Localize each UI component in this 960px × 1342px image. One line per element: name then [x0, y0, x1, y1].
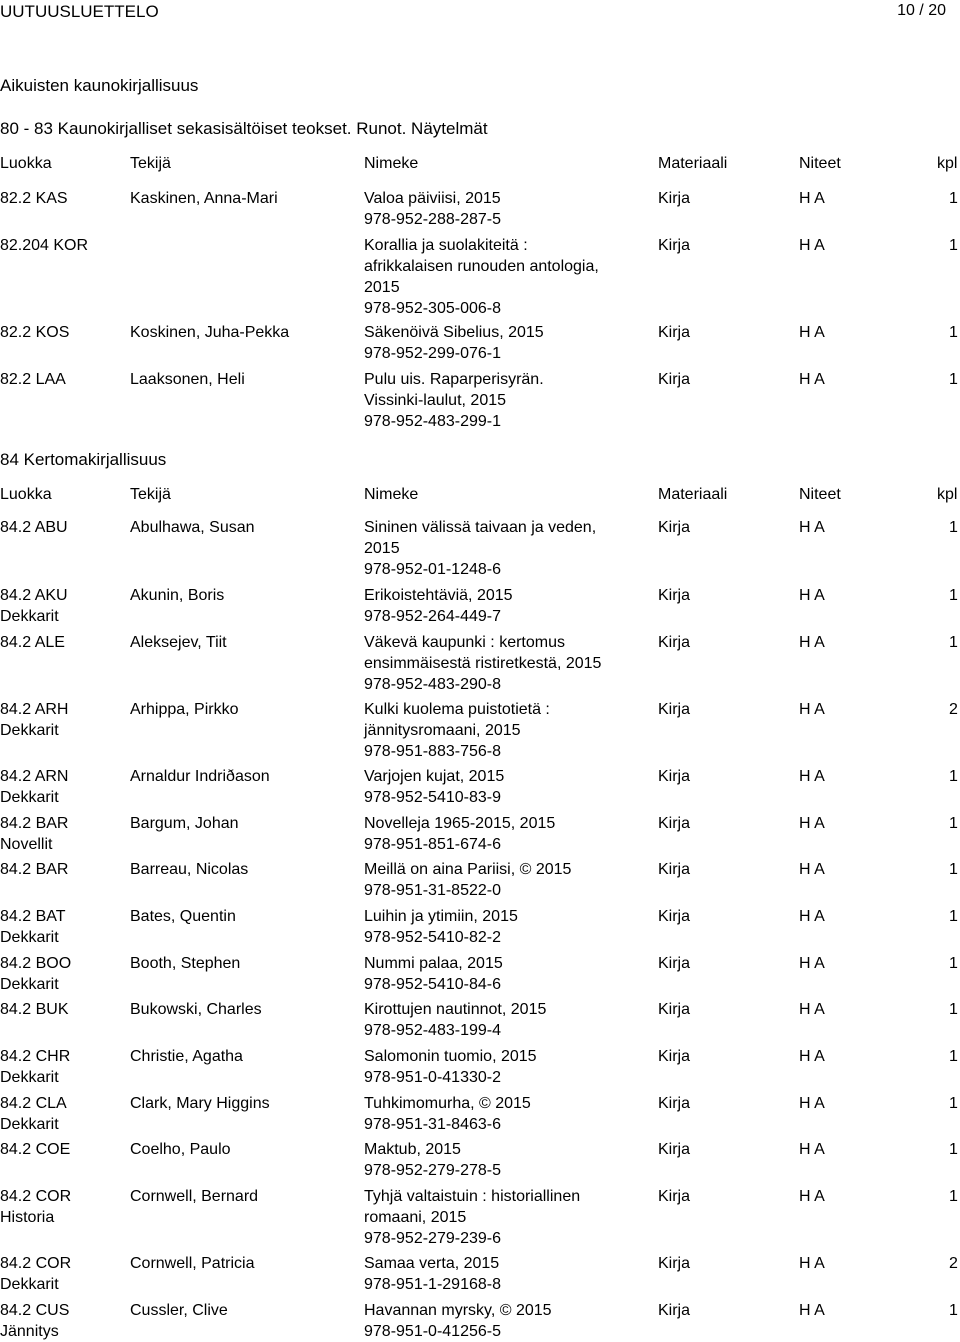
cell-line: H A	[799, 1001, 825, 1018]
cell-niteet	[799, 1186, 825, 1207]
cell-nimeke	[364, 188, 654, 230]
cell-line: 978-952-5410-84-6	[364, 976, 501, 993]
cell-luokka	[0, 999, 125, 1020]
cell-line: 82.204 KOR	[0, 237, 89, 254]
cell-line: Säkenöivä Sibelius, 2015	[364, 324, 544, 341]
cell-luokka	[0, 699, 125, 741]
cell-line: 84.2 BUK	[0, 1001, 69, 1018]
cell-line: Varjojen kujat, 2015	[364, 768, 505, 785]
cell-line: jännitysromaani, 2015	[364, 722, 521, 739]
cell-kpl	[949, 1300, 958, 1321]
cell-kpl	[949, 906, 958, 927]
cell-line: 978-952-264-449-7	[364, 608, 501, 625]
cell-line: H A	[799, 908, 825, 925]
cell-line: 978-952-5410-82-2	[364, 929, 501, 946]
section-title: 80 - 83 Kaunokirjalliset sekasisältöiset teokset. Runot. Näytelmät	[0, 119, 488, 138]
cell-line: 1	[949, 324, 958, 341]
cell-line: 978-952-299-076-1	[364, 345, 501, 362]
cell-line: 82.2 KAS	[0, 190, 68, 207]
cell-materiaali	[658, 1300, 690, 1321]
cell-kpl	[949, 632, 958, 653]
cell-line: Kirja	[658, 955, 691, 972]
cell-kpl	[949, 1186, 958, 1207]
cell-line: 84.2 ARN	[0, 768, 69, 785]
cell-kpl	[949, 766, 958, 787]
cell-line: Kirja	[658, 371, 691, 388]
cell-line: Novellit	[0, 836, 53, 853]
cell-line: 84.2 BOO	[0, 955, 72, 972]
cell-line: 978-952-288-287-5	[364, 211, 501, 228]
cell-niteet	[799, 1139, 825, 1160]
cell-line: Dekkarit	[0, 1069, 59, 1086]
column-header-tekija: Tekijä	[130, 486, 171, 503]
cell-line: Jännitys	[0, 1323, 59, 1340]
column-header-kpl: kpl	[937, 155, 958, 172]
cell-line: Tyhjä valtaistuin : historiallinen	[364, 1188, 581, 1205]
cell-materiaali	[658, 953, 690, 974]
cell-line: Barreau, Nicolas	[130, 861, 249, 878]
cell-tekija	[130, 1253, 360, 1274]
cell-kpl	[949, 813, 958, 834]
cell-line: Kirja	[658, 815, 691, 832]
cell-nimeke	[364, 1186, 654, 1249]
column-header-materiaali: Materiaali	[658, 486, 728, 503]
cell-line: Cussler, Clive	[130, 1302, 228, 1319]
cell-tekija	[130, 766, 360, 787]
cell-kpl	[949, 585, 958, 606]
cell-line: H A	[799, 815, 825, 832]
cell-kpl	[949, 235, 958, 256]
cell-line: 1	[949, 908, 958, 925]
column-header-row	[0, 486, 960, 508]
cell-line: Kirottujen nautinnot, 2015	[364, 1001, 547, 1018]
cell-kpl	[949, 369, 958, 390]
cell-line: Cornwell, Patricia	[130, 1255, 255, 1272]
cell-line: Kirja	[658, 908, 691, 925]
cell-line: 1	[949, 1188, 958, 1205]
cell-niteet	[799, 906, 825, 927]
cell-line: H A	[799, 587, 825, 604]
cell-line: Bukowski, Charles	[130, 1001, 262, 1018]
cell-nimeke	[364, 699, 654, 762]
cell-niteet	[799, 517, 825, 538]
cell-line: afrikkalaisen runouden antologia,	[364, 258, 599, 275]
cell-luokka	[0, 859, 125, 880]
cell-line: 84.2 CHR	[0, 1048, 71, 1065]
cell-nimeke	[364, 322, 654, 364]
section-title: 84 Kertomakirjallisuus	[0, 450, 167, 469]
cell-line: 1	[949, 768, 958, 785]
cell-line: 2015	[364, 279, 400, 296]
cell-tekija	[130, 322, 360, 343]
cell-materiaali	[658, 1139, 690, 1160]
column-header-luokka: Luokka	[0, 155, 52, 172]
cell-kpl	[949, 859, 958, 880]
cell-line: Kirja	[658, 1001, 691, 1018]
cell-luokka	[0, 585, 125, 627]
cell-tekija	[130, 585, 360, 606]
cell-nimeke	[364, 953, 654, 995]
cell-line: Meillä on aina Pariisi, © 2015	[364, 861, 572, 878]
cell-niteet	[799, 1253, 825, 1274]
cell-line: Salomonin tuomio, 2015	[364, 1048, 537, 1065]
column-header-luokka: Luokka	[0, 486, 52, 503]
cell-line: Kirja	[658, 1255, 691, 1272]
cell-line: 84.2 COR	[0, 1188, 72, 1205]
column-header-nimeke: Nimeke	[364, 486, 419, 503]
page-number: 10 / 20	[897, 2, 946, 19]
cell-line: 1	[949, 190, 958, 207]
cell-tekija	[130, 859, 360, 880]
cell-niteet	[799, 1046, 825, 1067]
cell-line: 978-951-0-41256-5	[364, 1323, 501, 1340]
page-header	[0, 0, 960, 24]
cell-line: Kirja	[658, 1095, 691, 1112]
cell-kpl	[949, 1253, 958, 1274]
cell-line: Kirja	[658, 519, 691, 536]
cell-kpl	[949, 999, 958, 1020]
cell-kpl	[949, 322, 958, 343]
cell-tekija	[130, 953, 360, 974]
cell-line: H A	[799, 190, 825, 207]
cell-line: Bates, Quentin	[130, 908, 236, 925]
cell-line: 1	[949, 634, 958, 651]
cell-tekija	[130, 1139, 360, 1160]
cell-line: 1	[949, 587, 958, 604]
cell-materiaali	[658, 906, 690, 927]
column-header-nimeke: Nimeke	[364, 155, 419, 172]
cell-line: 2	[949, 1255, 958, 1272]
cell-line: Kirja	[658, 1048, 691, 1065]
cell-nimeke	[364, 766, 654, 808]
cell-line: Dekkarit	[0, 1116, 59, 1133]
cell-niteet	[799, 999, 825, 1020]
cell-niteet	[799, 235, 825, 256]
cell-luokka	[0, 1253, 125, 1295]
cell-line: Tuhkimomurha, © 2015	[364, 1095, 531, 1112]
cell-luokka	[0, 632, 125, 653]
cell-tekija	[130, 1186, 360, 1207]
cell-line: H A	[799, 519, 825, 536]
cell-line: Christie, Agatha	[130, 1048, 243, 1065]
cell-line: 84.2 ARH	[0, 701, 69, 718]
cell-materiaali	[658, 1046, 690, 1067]
cell-line: H A	[799, 955, 825, 972]
cell-materiaali	[658, 813, 690, 834]
cell-materiaali	[658, 766, 690, 787]
cell-line: 1	[949, 861, 958, 878]
cell-niteet	[799, 1300, 825, 1321]
cell-kpl	[949, 188, 958, 209]
cell-line: Historia	[0, 1209, 55, 1226]
cell-niteet	[799, 188, 825, 209]
cell-luokka	[0, 188, 125, 209]
cell-line: Dekkarit	[0, 722, 59, 739]
cell-line: 1	[949, 815, 958, 832]
cell-line: Dekkarit	[0, 1276, 59, 1293]
cell-line: ensimmäisestä ristiretkestä, 2015	[364, 655, 602, 672]
cell-line: 84.2 ABU	[0, 519, 68, 536]
cell-line: Kirja	[658, 861, 691, 878]
cell-luokka	[0, 813, 125, 855]
cell-nimeke	[364, 813, 654, 855]
cell-niteet	[799, 813, 825, 834]
cell-materiaali	[658, 369, 690, 390]
cell-line: Korallia ja suolakiteitä :	[364, 237, 528, 254]
cell-line: 84.2 BAR	[0, 861, 69, 878]
cell-tekija	[130, 517, 360, 538]
cell-kpl	[949, 953, 958, 974]
cell-kpl	[949, 699, 958, 720]
cell-tekija	[130, 369, 360, 390]
cell-materiaali	[658, 1253, 690, 1274]
cell-niteet	[799, 859, 825, 880]
cell-niteet	[799, 369, 825, 390]
cell-materiaali	[658, 322, 690, 343]
cell-line: Vissinki-laulut, 2015	[364, 392, 507, 409]
cell-line: Kaskinen, Anna-Mari	[130, 190, 278, 207]
cell-line: H A	[799, 1048, 825, 1065]
cell-line: Aleksejev, Tiit	[130, 634, 227, 651]
cell-line: Bargum, Johan	[130, 815, 239, 832]
cell-line: 84.2 BAR	[0, 815, 69, 832]
cell-kpl	[949, 517, 958, 538]
cell-tekija	[130, 1300, 360, 1321]
cell-line: Clark, Mary Higgins	[130, 1095, 270, 1112]
cell-line: Booth, Stephen	[130, 955, 241, 972]
cell-materiaali	[658, 632, 690, 653]
cell-line: 1	[949, 955, 958, 972]
cell-line: 978-952-483-199-4	[364, 1022, 501, 1039]
cell-tekija	[130, 632, 360, 653]
cell-luokka	[0, 1093, 125, 1135]
cell-line: H A	[799, 768, 825, 785]
cell-line: 84.2 COR	[0, 1255, 72, 1272]
cell-line: Nummi palaa, 2015	[364, 955, 503, 972]
cell-line: Kirja	[658, 1141, 691, 1158]
cell-kpl	[949, 1046, 958, 1067]
cell-line: 82.2 LAA	[0, 371, 66, 388]
cell-line: Kirja	[658, 587, 691, 604]
cell-tekija	[130, 188, 360, 209]
cell-nimeke	[364, 632, 654, 695]
cell-line: 978-952-279-278-5	[364, 1162, 501, 1179]
cell-line: 978-951-0-41330-2	[364, 1069, 501, 1086]
cell-line: 978-951-883-756-8	[364, 743, 501, 760]
column-header-kpl: kpl	[937, 486, 958, 503]
cell-nimeke	[364, 859, 654, 901]
cell-line: 978-952-5410-83-9	[364, 789, 501, 806]
column-header-materiaali: Materiaali	[658, 155, 728, 172]
cell-line: 978-951-31-8522-0	[364, 882, 501, 899]
cell-line: H A	[799, 237, 825, 254]
cell-line: H A	[799, 1255, 825, 1272]
cell-line: 978-951-851-674-6	[364, 836, 501, 853]
cell-nimeke	[364, 999, 654, 1041]
cell-niteet	[799, 699, 825, 720]
cell-line: 978-951-1-29168-8	[364, 1276, 501, 1293]
cell-line: 1	[949, 519, 958, 536]
cell-line: 84.2 CUS	[0, 1302, 70, 1319]
cell-line: 978-952-279-239-6	[364, 1230, 501, 1247]
cell-line: Akunin, Boris	[130, 587, 225, 604]
cell-line: Pulu uis. Raparperisyrän.	[364, 371, 544, 388]
column-header-niteet: Niteet	[799, 155, 841, 172]
cell-line: H A	[799, 634, 825, 651]
cell-materiaali	[658, 235, 690, 256]
cell-nimeke	[364, 517, 654, 580]
main-section-title: Aikuisten kaunokirjallisuus	[0, 76, 199, 95]
column-header-niteet: Niteet	[799, 486, 841, 503]
cell-materiaali	[658, 859, 690, 880]
cell-line: Koskinen, Juha-Pekka	[130, 324, 290, 341]
cell-nimeke	[364, 906, 654, 948]
cell-line: 978-952-483-299-1	[364, 413, 501, 430]
cell-line: Kirja	[658, 237, 691, 254]
cell-materiaali	[658, 1186, 690, 1207]
column-header-row	[0, 155, 960, 177]
cell-line: Coelho, Paulo	[130, 1141, 231, 1158]
cell-line: Abulhawa, Susan	[130, 519, 255, 536]
cell-line: H A	[799, 1095, 825, 1112]
cell-line: H A	[799, 701, 825, 718]
cell-nimeke	[364, 585, 654, 627]
cell-line: 1	[949, 1048, 958, 1065]
cell-materiaali	[658, 1093, 690, 1114]
cell-nimeke	[364, 1046, 654, 1088]
cell-niteet	[799, 766, 825, 787]
cell-niteet	[799, 1093, 825, 1114]
cell-line: 84.2 BAT	[0, 908, 66, 925]
cell-line: romaani, 2015	[364, 1209, 467, 1226]
cell-line: 84.2 AKU	[0, 587, 68, 604]
cell-line: 978-952-01-1248-6	[364, 561, 501, 578]
cell-niteet	[799, 322, 825, 343]
cell-luokka	[0, 766, 125, 808]
cell-line: H A	[799, 371, 825, 388]
cell-nimeke	[364, 1253, 654, 1295]
cell-line: Havannan myrsky, © 2015	[364, 1302, 552, 1319]
cell-luokka	[0, 906, 125, 948]
cell-line: Erikoistehtäviä, 2015	[364, 587, 513, 604]
cell-luokka	[0, 1300, 125, 1342]
cell-line: Arhippa, Pirkko	[130, 701, 239, 718]
cell-tekija	[130, 1093, 360, 1114]
cell-line: Valoa päiviisi, 2015	[364, 190, 501, 207]
cell-line: 84.2 CLA	[0, 1095, 67, 1112]
cell-line: Kirja	[658, 1188, 691, 1205]
cell-line: Dekkarit	[0, 976, 59, 993]
cell-line: Dekkarit	[0, 608, 59, 625]
cell-line: 2	[949, 701, 958, 718]
cell-luokka	[0, 1186, 125, 1228]
cell-line: 978-952-305-006-8	[364, 300, 501, 317]
cell-tekija	[130, 906, 360, 927]
cell-line: 1	[949, 371, 958, 388]
cell-luokka	[0, 517, 125, 538]
cell-materiaali	[658, 188, 690, 209]
cell-materiaali	[658, 585, 690, 606]
cell-line: 978-952-483-290-8	[364, 676, 501, 693]
cell-nimeke	[364, 235, 654, 319]
cell-line: Maktub, 2015	[364, 1141, 461, 1158]
cell-tekija	[130, 999, 360, 1020]
cell-line: Luihin ja ytimiin, 2015	[364, 908, 518, 925]
cell-line: 2015	[364, 540, 400, 557]
column-header-tekija: Tekijä	[130, 155, 171, 172]
cell-nimeke	[364, 369, 654, 432]
cell-line: Kirja	[658, 768, 691, 785]
cell-niteet	[799, 953, 825, 974]
cell-line: Kirja	[658, 190, 691, 207]
cell-line: Dekkarit	[0, 929, 59, 946]
cell-luokka	[0, 369, 125, 390]
cell-kpl	[949, 1093, 958, 1114]
cell-luokka	[0, 322, 125, 343]
cell-line: H A	[799, 1302, 825, 1319]
cell-line: Väkevä kaupunki : kertomus	[364, 634, 565, 651]
cell-line: 1	[949, 1302, 958, 1319]
cell-line: Novelleja 1965-2015, 2015	[364, 815, 556, 832]
cell-tekija	[130, 699, 360, 720]
cell-materiaali	[658, 699, 690, 720]
cell-line: 84.2 COE	[0, 1141, 71, 1158]
cell-line: Kirja	[658, 1302, 691, 1319]
cell-luokka	[0, 1046, 125, 1088]
cell-line: Kulki kuolema puistotietä :	[364, 701, 550, 718]
cell-line: 82.2 KOS	[0, 324, 70, 341]
cell-niteet	[799, 585, 825, 606]
cell-line: Samaa verta, 2015	[364, 1255, 500, 1272]
cell-line: H A	[799, 1188, 825, 1205]
cell-luokka	[0, 953, 125, 995]
cell-line: 1	[949, 1001, 958, 1018]
cell-line: 978-951-31-8463-6	[364, 1116, 501, 1133]
cell-niteet	[799, 632, 825, 653]
cell-tekija	[130, 813, 360, 834]
cell-line: H A	[799, 1141, 825, 1158]
cell-materiaali	[658, 517, 690, 538]
cell-line: 84.2 ALE	[0, 634, 65, 651]
cell-line: Dekkarit	[0, 789, 59, 806]
cell-luokka	[0, 1139, 125, 1160]
cell-line: Kirja	[658, 634, 691, 651]
cell-materiaali	[658, 999, 690, 1020]
cell-nimeke	[364, 1300, 654, 1342]
cell-nimeke	[364, 1093, 654, 1135]
cell-kpl	[949, 1139, 958, 1160]
cell-luokka	[0, 235, 125, 256]
cell-line: 1	[949, 1141, 958, 1158]
cell-line: 1	[949, 1095, 958, 1112]
cell-line: Arnaldur Indriðason	[130, 768, 270, 785]
cell-line: Laaksonen, Heli	[130, 371, 245, 388]
cell-line: Sininen välissä taivaan ja veden,	[364, 519, 597, 536]
cell-line: 1	[949, 237, 958, 254]
cell-line: Kirja	[658, 701, 691, 718]
cell-line: Cornwell, Bernard	[130, 1188, 259, 1205]
cell-tekija	[130, 1046, 360, 1067]
catalog-title: UUTUUSLUETTELO	[0, 2, 159, 21]
cell-nimeke	[364, 1139, 654, 1181]
cell-line: Kirja	[658, 324, 691, 341]
cell-line: H A	[799, 861, 825, 878]
cell-line: H A	[799, 324, 825, 341]
